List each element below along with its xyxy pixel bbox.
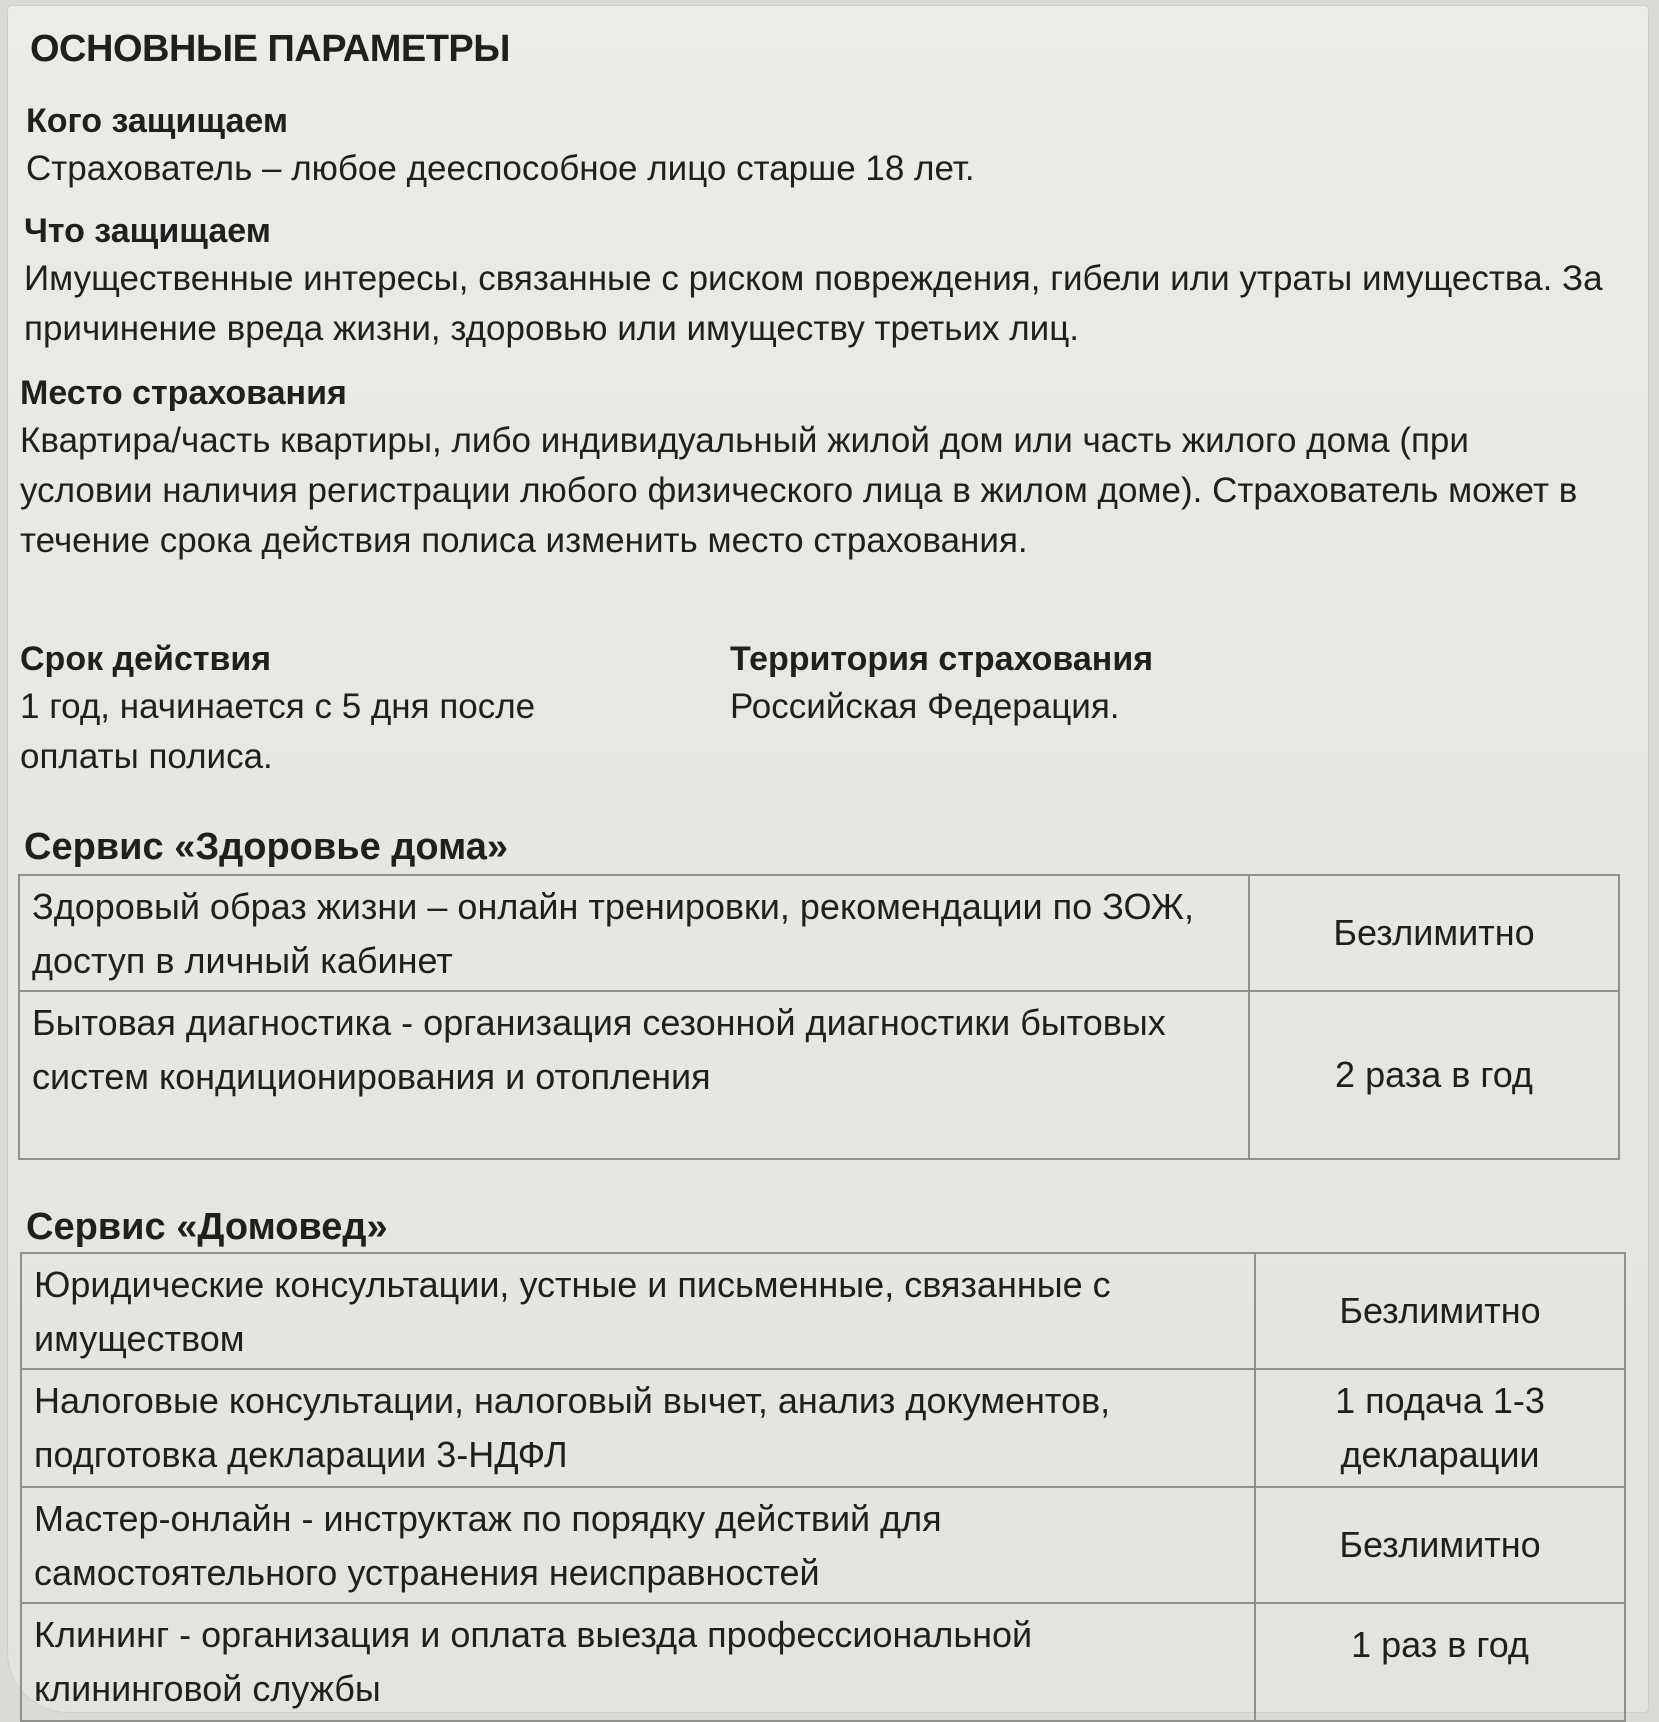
- section-what: [24, 208, 1634, 354]
- service-quantity: Безлимитно: [1255, 1487, 1625, 1603]
- service-description: Налоговые консультации, налоговый вычет, анализ документов, подготовка декларации 3-НДФЛ: [21, 1369, 1255, 1487]
- table-row: [19, 875, 1619, 991]
- service-table-health: [18, 874, 1620, 1160]
- service-description: Клининг - организация и оплата выезда профессиональной клининговой службы: [21, 1603, 1255, 1721]
- section-heading: Место страхования: [20, 374, 347, 412]
- section-text: Квартира/часть квартиры, либо индивидуальный жилой дом или часть жилого дома (при условии наличия регистрации любого физического лица в жилом доме). Страхователь может в течение срока действия полиса изменить место страхования.: [20, 421, 1578, 560]
- service-description: Бытовая диагностика - организация сезонной диагностики бытовых систем кондиционирования и отопления: [19, 991, 1249, 1159]
- service-description: Мастер-онлайн - инструктаж по порядку действий для самостоятельного устранения неисправностей: [21, 1487, 1255, 1603]
- service-quantity: 1 подача 1-3 декларации: [1255, 1369, 1625, 1487]
- service-description: Юридические консультации, устные и письменные, связанные с имуществом: [21, 1253, 1255, 1369]
- service-quantity: 1 раз в год: [1255, 1603, 1625, 1721]
- section-text: Имущественные интересы, связанные с риском повреждения, гибели или утраты имущества. За причинение вреда жизни, здоровью или имуществу третьих лиц.: [24, 259, 1603, 348]
- service-title: Сервис «Здоровье дома»: [24, 826, 509, 868]
- section-who: [26, 98, 1626, 194]
- service-description: Здоровый образ жизни – онлайн тренировки, рекомендации по ЗОЖ, доступ в личный кабинет: [19, 875, 1249, 991]
- section-text: Страхователь – любое дееспособное лицо старше 18 лет.: [26, 149, 975, 188]
- section-heading: Территория страхования: [730, 640, 1154, 678]
- section-heading: Срок действия: [20, 640, 272, 678]
- service-quantity: Безлимитно: [1255, 1253, 1625, 1369]
- service-quantity: Безлимитно: [1249, 875, 1619, 991]
- service-title: Сервис «Домовед»: [26, 1206, 388, 1248]
- page-title: ОСНОВНЫЕ ПАРАМЕТРЫ: [30, 28, 510, 70]
- section-heading: Кого защищаем: [26, 102, 289, 140]
- table-row: [21, 1253, 1625, 1369]
- service-quantity: 2 раза в год: [1249, 991, 1619, 1159]
- section-term: [20, 636, 580, 782]
- table-row: [21, 1603, 1625, 1721]
- section-place: [20, 370, 1600, 566]
- service-table-domoved: [20, 1252, 1626, 1722]
- table-row: [21, 1487, 1625, 1603]
- section-heading: Что защищаем: [24, 212, 271, 250]
- table-row: [19, 991, 1619, 1159]
- section-text: Российская Федерация.: [730, 687, 1120, 726]
- table-row: [21, 1369, 1625, 1487]
- section-text: 1 год, начинается с 5 дня после оплаты полиса.: [20, 687, 536, 776]
- section-territory: [730, 636, 1430, 732]
